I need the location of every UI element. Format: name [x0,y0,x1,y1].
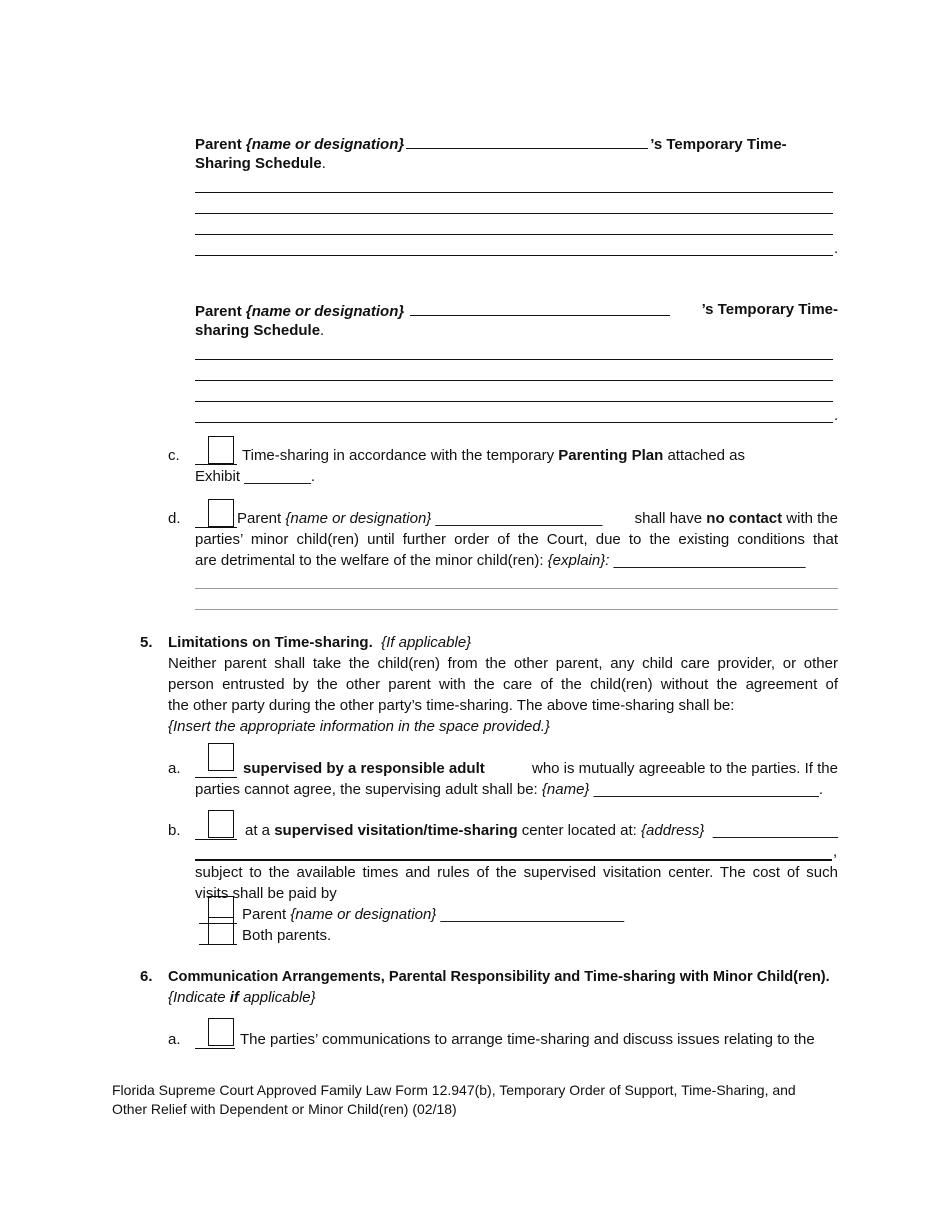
parent1-schedule-line[interactable] [195,192,833,193]
item-5b-line3: subject to the available times and rules of the supervised visitation center. The cost of such [195,864,838,881]
item-5b-opt2: Both parents. [242,927,332,944]
parent1-heading: Parent {name or designation} ’s Temporary Time- [195,133,787,155]
item-6a-checkbox[interactable] [208,1018,234,1046]
item-d-explain-line[interactable] [195,588,838,589]
item-5a-line2: parties cannot agree, the supervising adult shall be: {name} ___________________________. [195,781,824,798]
item-c-checkbox[interactable] [208,436,234,464]
item-c-text: Time-sharing in accordance with the temporary Parenting Plan attached as [242,447,746,464]
section5-instruction: {Insert the appropriate information in the space provided.} [168,718,550,735]
item-5b-letter: b. [168,822,181,839]
line-period: . [834,407,839,424]
item-6a-letter: a. [168,1031,181,1048]
item-5a-underline [195,777,237,778]
footer-line2: Other Relief with Dependent or Minor Child(ren) (02/18) [112,1101,457,1117]
item-5b-underline [195,839,237,840]
item-d-letter: d. [168,510,181,527]
item-5a-line1: supervised by a responsible adult who is mutually agreeable to the parties. If the [243,760,838,777]
section5-para: the other party during the other party’s time-sharing. The above time-sharing shall be: [168,697,735,714]
parent1-schedule-label: Sharing Schedule. [195,155,326,172]
item-c-letter: c. [168,447,180,464]
item-d-explain-line[interactable] [195,609,838,610]
parent2-heading: Parent {name or designation} ’s Temporary Time- [195,301,838,320]
parent2-name-field[interactable] [410,300,670,316]
item-c-underline [195,464,237,465]
section6-hint: {Indicate if applicable} [168,989,316,1006]
parent1-schedule-line[interactable] [195,255,833,256]
section5-para: person entrusted by the other parent with the care of the child(ren) without the agreement of [168,676,838,693]
item-d-no-contact: shall have no contact with the [634,510,838,527]
footer-line1: Florida Supreme Court Approved Family Law Form 12.947(b), Temporary Order of Support, Time-Sharing, and [112,1082,796,1098]
item-5b-opt1-name-field[interactable]: ______________________ [440,906,625,923]
section5-number: 5. [140,634,153,651]
parent2-schedule-label: sharing Schedule. [195,322,325,339]
section6-title: Communication Arrangements, Parental Responsibility and Time-sharing with Minor Child(ren). [168,969,830,985]
item-5a-name-field[interactable]: ___________________________. [593,781,824,798]
item-5b-address-line[interactable] [195,859,832,861]
item-6a-underline [195,1048,235,1049]
item-d-checkbox[interactable] [208,499,234,527]
parent1-schedule-line[interactable] [195,234,833,235]
section5-heading: Limitations on Time-sharing. {If applicable} [168,634,472,651]
item-c-exhibit: Exhibit ________. [195,468,316,485]
item-5a-checkbox[interactable] [208,743,234,771]
parent2-schedule-line[interactable] [195,380,833,381]
section5-para: Neither parent shall take the child(ren) from the other parent, any child care provider, or other [168,655,838,672]
line-period: . [834,240,839,257]
item-5b-opt2-checkbox[interactable] [208,917,234,945]
item-5b-checkbox[interactable] [208,810,234,838]
parent2-schedule-line[interactable] [195,401,833,402]
item-6a-text: The parties’ communications to arrange time-sharing and discuss issues relating to the [240,1031,815,1048]
item-5b-comma: , [833,843,838,860]
item-d-underline [195,527,237,528]
item-d-name-field[interactable]: ____________________ [435,510,603,527]
item-5b-opt1: Parent {name or designation} ______________________ [242,906,625,923]
item-d-line2: parties’ minor child(ren) until further order of the Court, due to the existing conditions that [195,531,838,548]
item-5b-address-field[interactable]: _______________ [712,822,838,839]
parent2-schedule-line[interactable] [195,359,833,360]
parent1-name-field[interactable] [406,133,648,149]
item-d-explain-field[interactable]: _______________________ [613,552,806,569]
item-d-line1: Parent {name or designation} ____________________ shall have no contact with the [237,510,838,527]
item-5a-letter: a. [168,760,181,777]
parent2-schedule-line[interactable] [195,422,833,423]
parent1-schedule-line[interactable] [195,213,833,214]
item-5b-line1: at a supervised visitation/time-sharing center located at: {address} _______________ [245,822,838,839]
item-5b-line4: visits shall be paid by [195,885,337,902]
section6-number: 6. [140,968,153,985]
item-d-line3: are detrimental to the welfare of the minor child(ren): {explain}: _______________________ [195,552,806,569]
